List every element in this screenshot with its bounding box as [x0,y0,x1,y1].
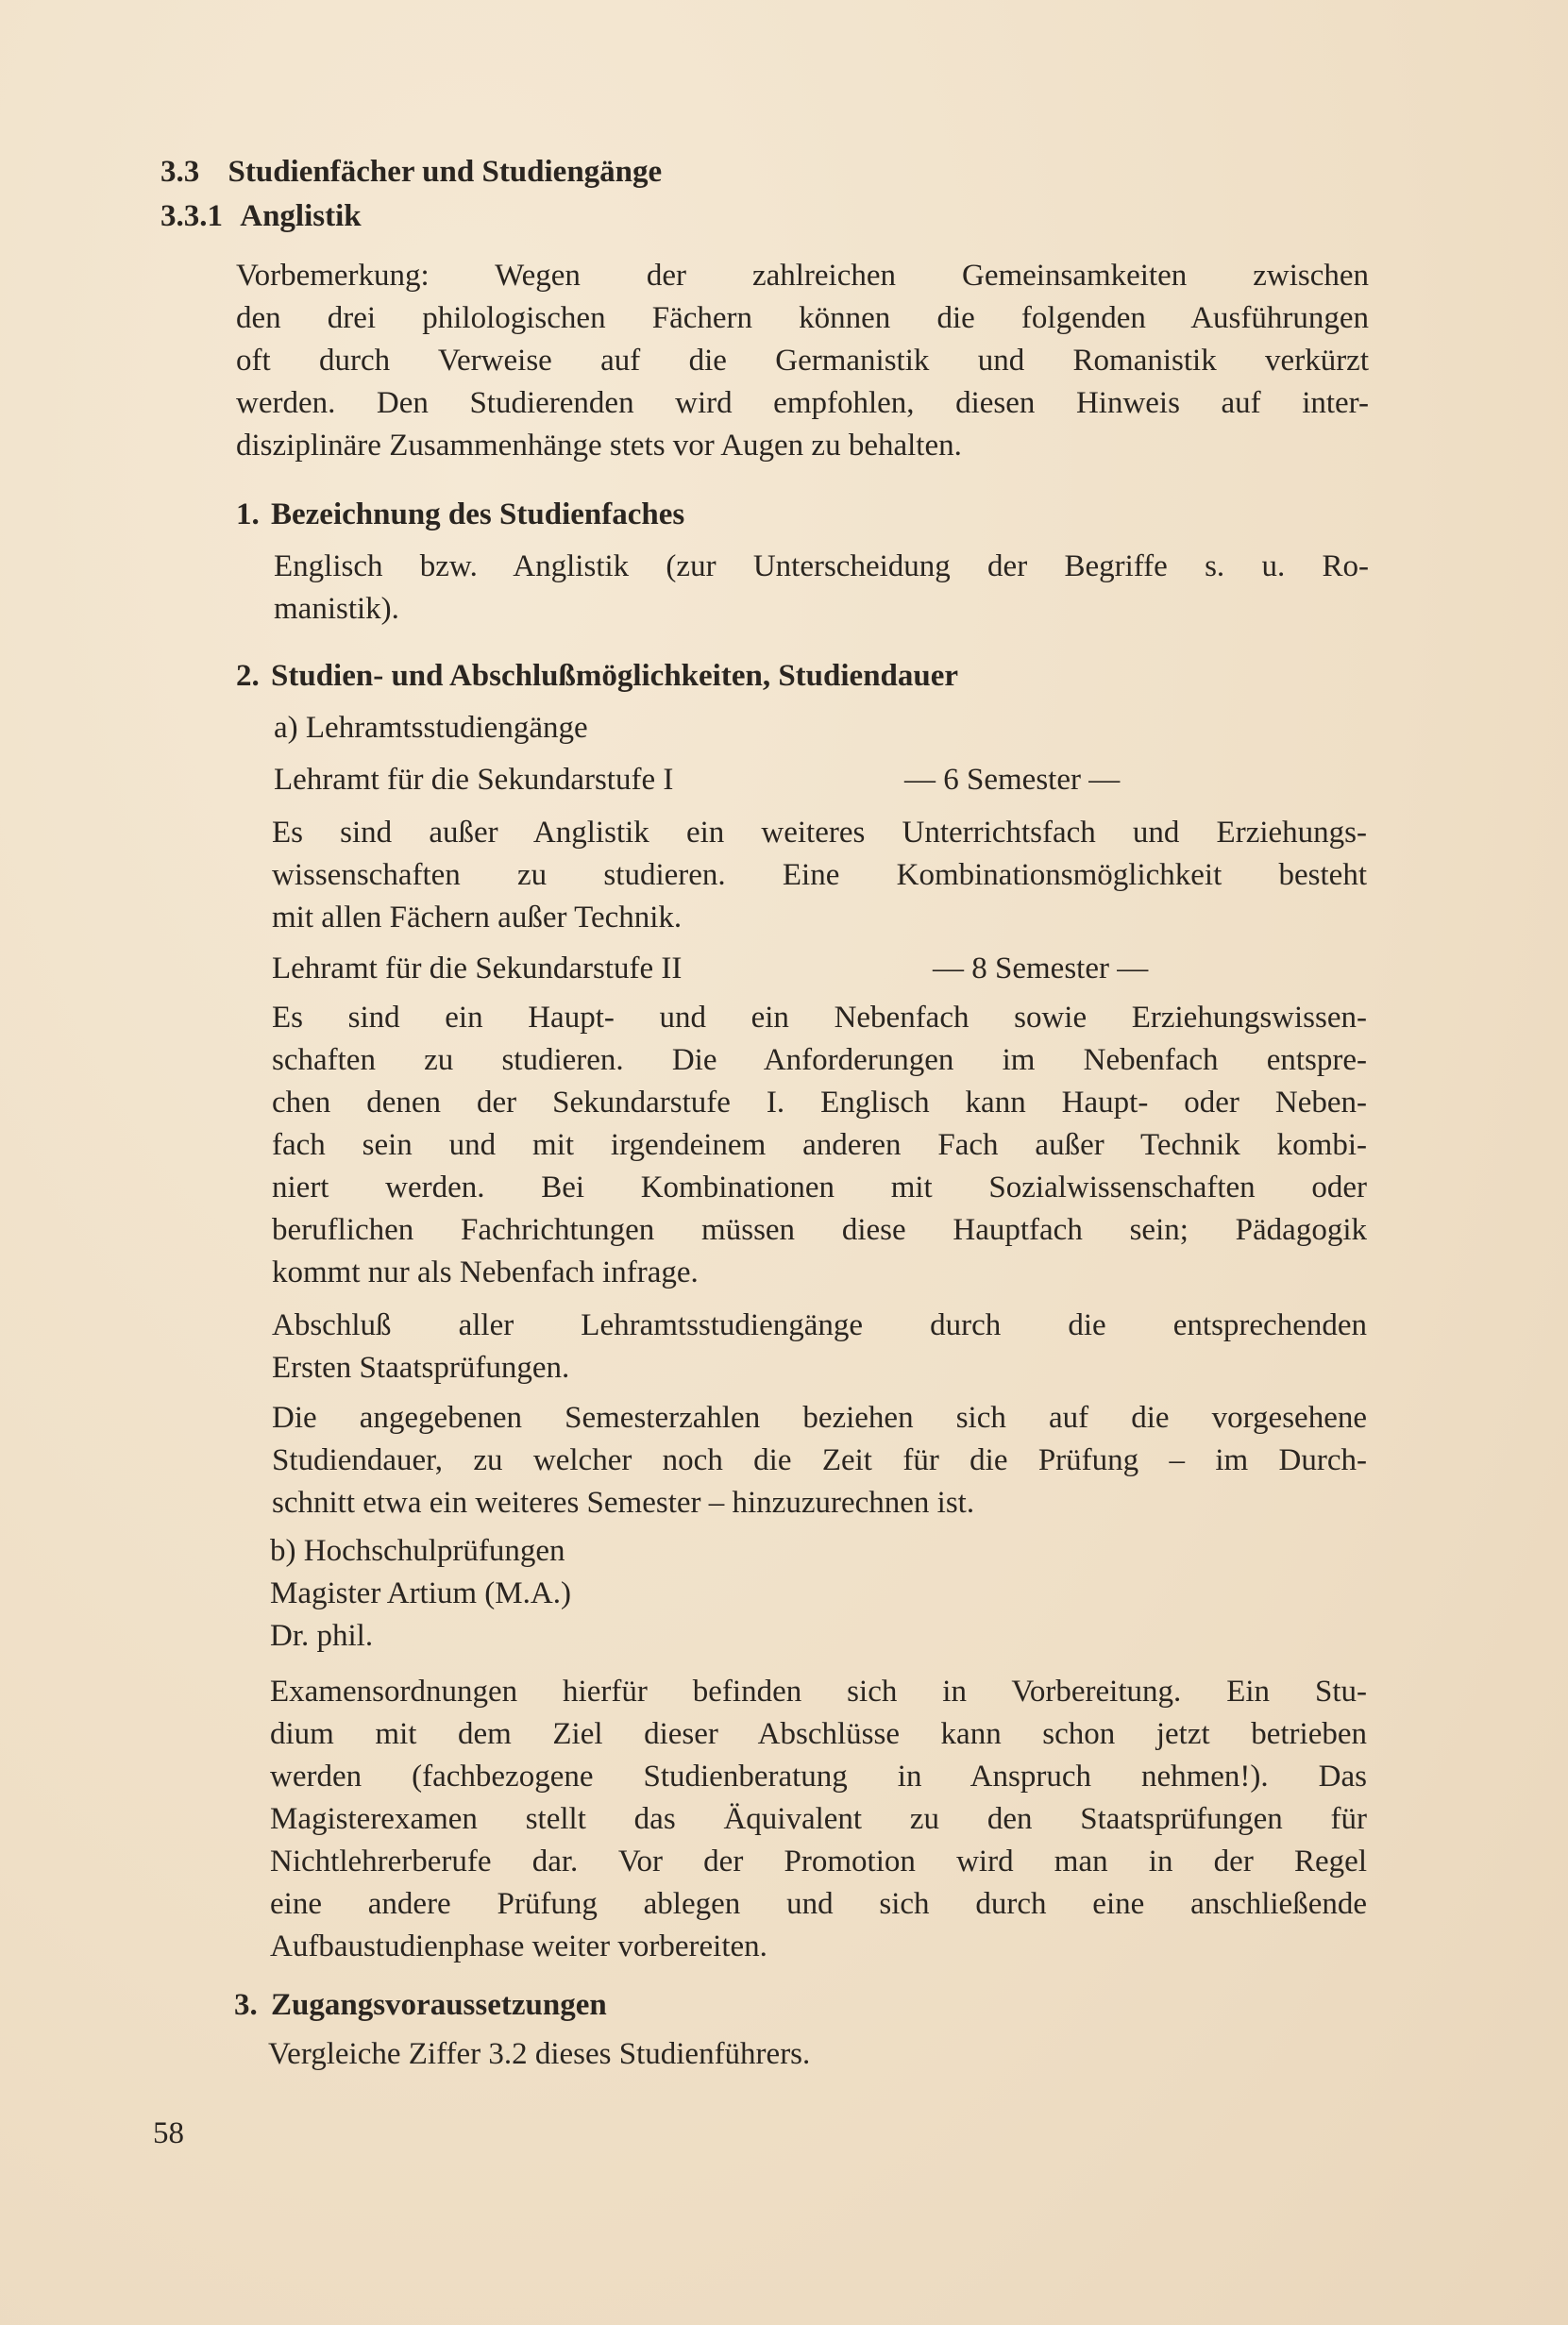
text-line: beruflichen Fachrichtungen müssen diese Hauptfach sein; Pädagogik [272,1213,1367,1247]
text-line: fach sein und mit irgendeinem anderen Fach außer Technik kombi- [272,1128,1367,1162]
subsection-heading [160,195,362,238]
page-number: 58 [153,2116,184,2150]
degree-item: Magister Artium (M.A.) [270,1576,571,1610]
sek2-paragraph [272,997,1367,1294]
abschluss-paragraph [272,1305,1367,1390]
sek1-duration: — 6 Semester — [904,763,1121,797]
text-line: Aufbaustudienphase weiter vorbereiten. [270,1929,767,1963]
text-line: mit allen Fächern außer Technik. [272,901,683,935]
text-line: wissenschaften zu studieren. Eine Kombinationsmöglichkeit besteht [272,858,1367,892]
item3-number: 3. [234,1988,258,2022]
item2-number: 2. [236,659,260,693]
text-line: Vorbemerkung: Wegen der zahlreichen Gemeinsamkeiten zwischen [236,259,1369,293]
text-line: Es sind außer Anglistik ein weiteres Unterrichtsfach und Erziehungs- [272,816,1367,850]
text-line: werden (fachbezogene Studienberatung in Anspruch nehmen!). Das [270,1760,1367,1794]
item2-a-label: a) Lehramtsstudiengänge [274,711,588,745]
sek2-duration: — 8 Semester — [933,952,1149,986]
text-line: Ersten Staatsprüfungen. [272,1351,570,1385]
semester-paragraph [272,1397,1367,1525]
item1-number: 1. [236,497,260,531]
text-line: dium mit dem Ziel dieser Abschlüsse kann schon jetzt betrieben [270,1717,1367,1751]
item2-title: Studien- und Abschlußmöglichkeiten, Studiendauer [271,659,959,693]
text-line: den drei philologischen Fächern können die folgenden Ausführungen [236,301,1369,335]
text-line: Examensordnungen hierfür befinden sich in Vorbereitung. Ein Stu- [270,1675,1367,1709]
section-title: Studienfächer und Studiengänge [228,155,663,189]
intro-paragraph [236,255,1369,467]
text-line: Magisterexamen stellt das Äquivalent zu den Staatsprüfungen für [270,1802,1367,1836]
subsection-title: Anglistik [240,199,362,233]
item1-paragraph [274,546,1369,631]
item2-heading [236,655,958,698]
text-line: Englisch bzw. Anglistik (zur Unterscheidung der Begriffe s. u. Ro- [274,549,1369,583]
text-line: oft durch Verweise auf die Germanistik und Romanistik verkürzt [236,344,1369,378]
sek1-label: Lehramt für die Sekundarstufe I [274,763,674,797]
exam-paragraph [270,1671,1367,1968]
degree-item: Dr. phil. [270,1619,374,1653]
text-line: Die angegebenen Semesterzahlen beziehen sich auf die vorgesehene [272,1401,1367,1435]
text-line: chen denen der Sekundarstufe I. Englisch kann Haupt- oder Neben- [272,1086,1367,1120]
item1-heading [236,494,684,536]
subsection-number: 3.3.1 [160,199,223,233]
text-line: disziplinäre Zusammenhänge stets vor Augen zu behalten. [236,429,962,463]
section-heading [160,151,662,194]
item3-heading [234,1984,607,2027]
text-line: schnitt etwa ein weiteres Semester – hinzuzurechnen ist. [272,1486,975,1520]
item3-text: Vergleiche Ziffer 3.2 dieses Studienführers. [268,2037,811,2071]
item1-title: Bezeichnung des Studienfaches [271,497,685,531]
text-line: schaften zu studieren. Die Anforderungen im Nebenfach entspre- [272,1043,1367,1077]
text-line: Abschluß aller Lehramtsstudiengänge durch die entsprechenden [272,1308,1367,1342]
text-line: Nichtlehrerberufe dar. Vor der Promotion wird man in der Regel [270,1845,1367,1879]
text-line: niert werden. Bei Kombinationen mit Sozialwissenschaften oder [272,1171,1367,1205]
text-line: Studiendauer, zu welcher noch die Zeit für die Prüfung – im Durch- [272,1443,1367,1477]
text-line: manistik). [274,592,399,626]
item2-b-label: b) Hochschulprüfungen [270,1534,565,1568]
section-number: 3.3 [160,155,200,189]
sek2-label: Lehramt für die Sekundarstufe II [272,952,683,986]
text-line: werden. Den Studierenden wird empfohlen, diesen Hinweis auf inter- [236,386,1369,420]
text-line: Es sind ein Haupt- und ein Nebenfach sowie Erziehungswissen- [272,1001,1367,1035]
item3-title: Zugangsvoraussetzungen [271,1988,607,2022]
text-line: eine andere Prüfung ablegen und sich durch eine anschließende [270,1887,1367,1921]
sek1-paragraph [272,812,1367,939]
text-line: kommt nur als Nebenfach infrage. [272,1255,699,1289]
